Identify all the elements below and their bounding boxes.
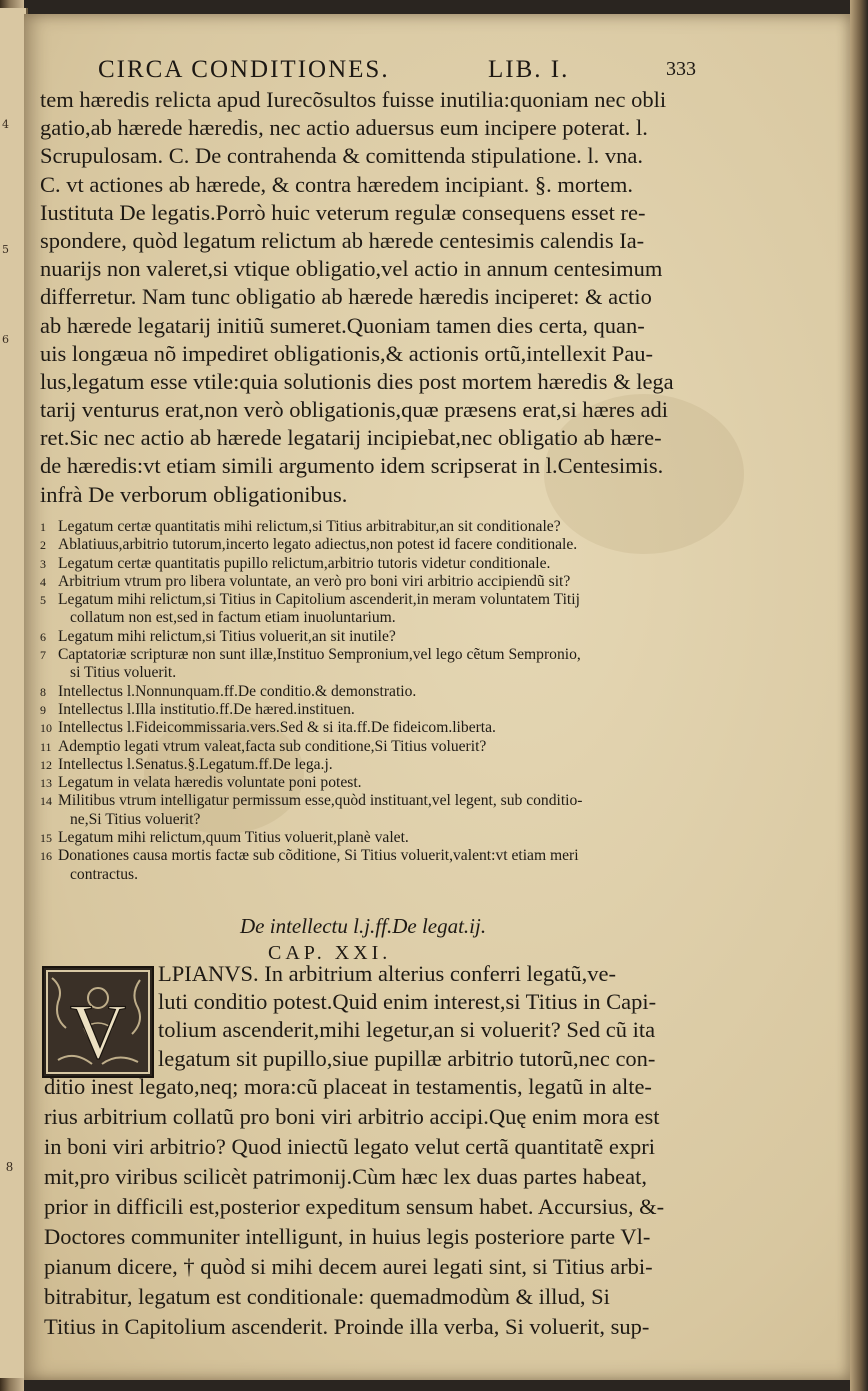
summary-number: 3 xyxy=(40,556,46,571)
summary-item xyxy=(40,792,700,810)
chapter-number: CAP. XXI. xyxy=(268,942,392,964)
summary-text: Intellectus l.Senatus.§.Legatum.ff.De lega.j. xyxy=(58,755,333,773)
ornament-icon xyxy=(44,968,152,1076)
summary-text: Legatum certæ quantitatis mihi relictum,si Titius arbitrabitur,an sit conditionale? xyxy=(58,518,561,535)
text-line: bitrabitur, legatum est conditionale: quemadmodùm & illud, Si xyxy=(44,1284,610,1309)
page-right-edge xyxy=(850,0,868,1391)
summary-text: Intellectus l.Nonnunquam.ff.De conditio.& demonstratio. xyxy=(58,682,417,700)
summary-text: si Titius voluerit. xyxy=(70,664,177,682)
book-number: LIB. I. xyxy=(488,56,570,83)
margin-number: 8 xyxy=(6,1160,13,1175)
summary-number: 9 xyxy=(40,702,46,717)
summary-item xyxy=(40,591,700,609)
text-line: rius arbitrium collatũ pro boni viri arbitrio accipi.Quę enim mora est xyxy=(44,1104,660,1129)
text-line: tarij venturus erat,non verò obligationis,quæ præsens erat,si hæres adi xyxy=(40,397,669,423)
summary-continuation xyxy=(40,866,700,884)
summary-text: Arbitrium vtrum pro libera voluntate, an verò pro boni viri arbitrio accipiendũ sit? xyxy=(58,572,571,590)
text-line: LPIANVS. In arbitrium alterius conferri legatũ,ve- xyxy=(158,961,616,986)
margin-number: 6 xyxy=(2,333,9,346)
initial-letter: V xyxy=(69,988,127,1075)
summary-item xyxy=(40,701,700,719)
summary-text: Donationes causa mortis factæ sub cõditione, Si Titius voluerit,valent:vt etiam meri xyxy=(58,847,579,865)
text-line: ab hærede legatarij initiũ sumeret.Quoniam tamen dies certa, quan- xyxy=(40,312,645,338)
summary-text: Intellectus l.Illa institutio.ff.De hæred.instituen. xyxy=(58,700,355,718)
summary-number: 16 xyxy=(40,849,52,864)
text-line: uis longæua nõ impediret obligationis,& actionis ortũ,intellexit Pau- xyxy=(40,340,654,366)
summary-text: Legatum mihi relictum,si Titius voluerit,an sit inutile? xyxy=(58,627,396,645)
text-line: prior in difficili est,posterior expeditum sensum habet. Accursius, &- xyxy=(44,1194,665,1219)
summary-text: Intellectus l.Fideicommissaria.vers.Sed & si ita.ff.De fideicom.liberta. xyxy=(58,719,496,737)
summary-text: Ademptio legati vtrum valeat,facta sub conditione,Si Titius voluerit? xyxy=(58,737,487,755)
summary-item xyxy=(40,719,700,737)
summary-text: collatum non est,sed in factum etiam inuoluntarium. xyxy=(70,609,396,627)
summary-text: Legatum mihi relictum,quum Titius voluerit,planè valet. xyxy=(58,829,409,847)
summary-number: 13 xyxy=(40,776,52,791)
summary-item xyxy=(40,555,700,573)
summary-number: 15 xyxy=(40,831,52,846)
text-line: ret.Sic nec actio ab hærede legatarij incipiebat,nec obligatio ab hære- xyxy=(40,425,662,451)
text-line: C. vt actiones ab hærede, & contra hæredem incipiant. §. mortem. xyxy=(40,171,633,197)
summary-text: Legatum certæ quantitatis pupillo relictum,arbitrio tutoris videtur conditionale. xyxy=(58,554,551,572)
summary-text: Legatum mihi relictum,si Titius in Capitolium ascenderit,in meram voluntatem Titij xyxy=(58,591,580,609)
summary-text: Ablatiuus,arbitrio tutorum,incerto legato adiectus,non potest id facere conditionale. xyxy=(58,536,578,554)
running-header xyxy=(78,56,698,90)
summary-text: Legatum in velata hæredis voluntate poni potest. xyxy=(58,774,362,792)
summary-item xyxy=(40,646,700,664)
text-line: ditio inest legato,neq; mora:cũ placeat in testamentis, legatũ in alte- xyxy=(44,1074,652,1099)
text-line: infrà De verborum obligationibus. xyxy=(40,481,348,507)
text-line: de hæredis:vt etiam simili argumento idem scripserat in l.Centesimis. xyxy=(40,453,664,479)
summary-item xyxy=(40,518,700,536)
decorated-initial xyxy=(42,966,154,1078)
chapter-title: De intellectu l.j.ff.De legat.ij. xyxy=(240,914,487,938)
text-line: Titius in Capitolium ascenderit. Proinde illa verba, Si voluerit, sup- xyxy=(44,1314,650,1339)
text-line: legatum sit pupillo,siue pupillæ arbitrio tutorũ,nec con- xyxy=(158,1045,656,1071)
text-line: lus,legatum esse vtile:quia solutionis dies post mortem hæredis & lega xyxy=(40,368,674,394)
summary-number: 6 xyxy=(40,629,46,644)
text-line: gatio,ab hærede hæredis, nec actio aduersus eum incipere poterat. l. xyxy=(40,115,648,141)
text-line: Scrupulosam. C. De contrahenda & comittenda stipulatione. l. vna. xyxy=(40,143,643,169)
text-line: in boni viri arbitrio? Quod iniectũ legato velut certã quantitatẽ expri xyxy=(44,1134,656,1159)
body-text xyxy=(40,86,700,509)
text-line: nuarijs non valeret,si vtique obligatio,vel actio in annum centesimum xyxy=(40,256,663,282)
summary-item xyxy=(40,573,700,591)
summary-number: 10 xyxy=(40,721,52,736)
text-line: pianum dicere, † quòd si mihi decem aurei legati sint, si Titius arbi- xyxy=(44,1254,653,1279)
summary-item xyxy=(40,847,700,865)
summary-item xyxy=(40,774,700,792)
text-line: Iustituta De legatis.Porrò huic veterum regulæ consequens esset re- xyxy=(40,199,646,225)
summary-item xyxy=(40,683,700,701)
text-line: tolium ascenderit,mihi legetur,an si voluerit? Sed cũ ita xyxy=(158,1017,656,1043)
page-number: 333 xyxy=(666,58,696,80)
summary-number: 12 xyxy=(40,757,52,772)
text-line: mit,pro viribus scilicèt patrimonij.Cùm hæc lex duas partes habeat, xyxy=(44,1164,647,1189)
text-line: luti conditio potest.Quid enim interest,si Titius in Capi- xyxy=(158,989,657,1015)
text-line: differretur. Nam tunc obligatio ab hærede hæredis inciperet: & actio xyxy=(40,284,652,310)
summary-number: 7 xyxy=(40,648,46,663)
summary-list xyxy=(40,518,700,884)
summary-item xyxy=(40,829,700,847)
summary-number: 14 xyxy=(40,794,52,809)
summary-text: Captatoriæ scripturæ non sunt illæ,Instituo Sempronium,vel lego cẽtum Sempronio, xyxy=(58,646,581,664)
summary-continuation xyxy=(40,811,700,829)
margin-number: 4 xyxy=(2,118,9,131)
chapter-opening-lines xyxy=(158,960,656,1073)
summary-continuation xyxy=(40,609,700,627)
text-line: Doctores communiter intelligunt, in huius legis posteriore parte Vl- xyxy=(44,1224,651,1249)
summary-number: 8 xyxy=(40,684,46,699)
summary-number: 11 xyxy=(40,739,52,754)
chapter-body-text xyxy=(44,1072,664,1342)
margin-number: 5 xyxy=(2,243,9,256)
text-line: spondere, quòd legatum relictum ab hærede centesimis calendis Ia- xyxy=(40,227,645,253)
summary-number: 5 xyxy=(40,593,46,608)
summary-item xyxy=(40,756,700,774)
running-title: CIRCA CONDITIONES. xyxy=(98,56,390,83)
summary-number: 1 xyxy=(40,520,46,534)
summary-number: 4 xyxy=(40,574,46,589)
summary-text: ne,Si Titius voluerit? xyxy=(70,810,201,828)
summary-text: contractus. xyxy=(70,865,138,883)
summary-item xyxy=(40,738,700,756)
summary-text: Militibus vtrum intelligatur permissum esse,quòd instituant,vel legent, sub conditio- xyxy=(58,792,583,810)
summary-continuation xyxy=(40,664,700,682)
summary-item xyxy=(40,628,700,646)
summary-number: 2 xyxy=(40,538,46,553)
text-line: tem hæredis relicta apud Iurecõsultos fuisse inutilia:quoniam nec obli xyxy=(40,87,667,112)
summary-item xyxy=(40,536,700,554)
